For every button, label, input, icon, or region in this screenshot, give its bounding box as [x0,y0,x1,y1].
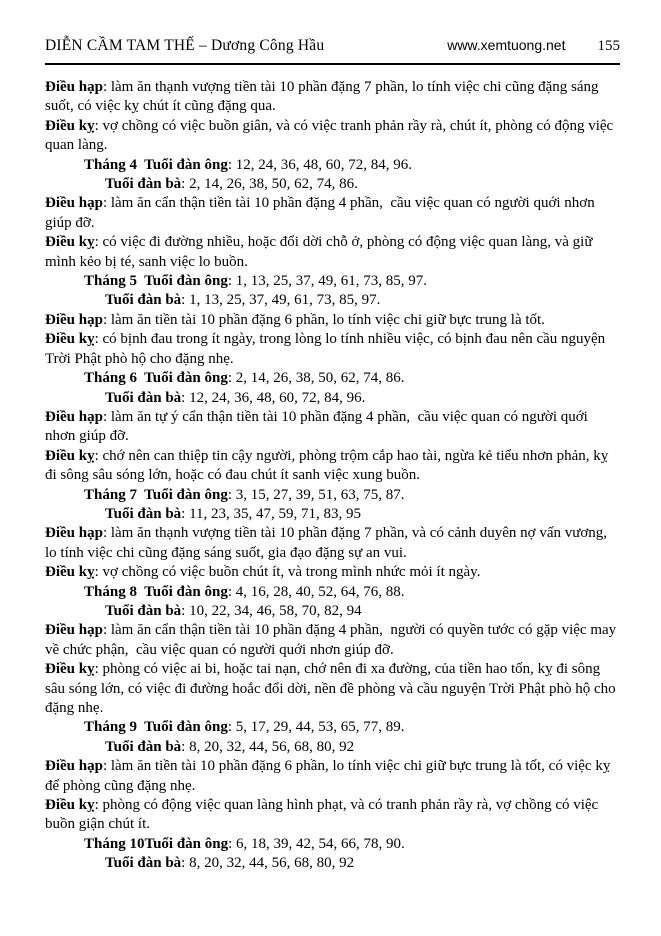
dieu-ky-paragraph [45,330,620,369]
tuoi-dan-ba-label: Tuổi đàn bà [105,176,182,193]
month-men-label: Tháng 10Tuổi đàn ông [84,835,229,852]
dieu-ky-label: Điều kỵ [45,234,95,251]
tuoi-dan-ba-label: Tuổi đàn bà [105,855,182,872]
book-title: DIỄN CẦM TAM THẾ – Dương Công Hầu [45,37,325,54]
line-text: : chớ nên can thiệp tin cậy người, phòng trộm cắp hao tài, ngừa kẻ tiểu nhơn phản, kỵ đi sông sâu sóng lớn, hoặc có đau chút ít sanh việc xung buồn. [45,447,613,484]
dieu-hap-label: Điều hạp [45,311,103,328]
women-ages-line [45,602,620,621]
line-text: : 12, 24, 36, 48, 60, 72, 84, 96. [227,156,413,173]
line-text: : vợ chồng có việc buồn giân, và có việc tranh phản rầy rà, chút ít, phòng có động việc quan làng. [45,117,617,154]
dieu-hap-paragraph [45,78,620,117]
line-text: : 10, 22, 34, 46, 58, 70, 82, 94 [181,602,362,619]
women-ages-line [45,175,620,194]
dieu-ky-paragraph [45,233,620,272]
month-men-label: Tháng 5 Tuổi đàn ông [84,273,228,290]
tuoi-dan-ba-label: Tuổi đàn bà [105,292,182,309]
dieu-ky-label: Điều kỵ [45,661,95,678]
dieu-hap-label: Điều hạp [45,622,103,639]
month-men-ages-line [45,272,620,291]
month-men-label: Tháng 9 Tuổi đàn ông [84,719,228,736]
month-men-ages-line [45,156,620,175]
line-text: : 6, 18, 39, 42, 54, 66, 78, 90. [228,835,405,852]
month-men-label: Tháng 4 Tuổi đàn ông [84,156,228,173]
women-ages-line [45,505,620,524]
line-text: : 8, 20, 32, 44, 56, 68, 80, 92 [181,855,355,872]
month-men-ages-line [45,718,620,737]
dieu-hap-paragraph [45,408,620,447]
month-men-ages-line [45,583,620,602]
tuoi-dan-ba-label: Tuổi đàn bà [105,738,182,755]
page-header [45,37,620,55]
line-text: : 2, 14, 26, 38, 50, 62, 74, 86. [227,370,405,387]
page-number: 155 [597,38,620,54]
dieu-hap-label: Điều hạp [45,525,103,542]
dieu-ky-paragraph [45,563,620,582]
line-text: : 5, 17, 29, 44, 53, 65, 77, 89. [227,719,405,736]
month-men-label: Tháng 8 Tuổi đàn ông [84,583,228,600]
women-ages-line [45,291,620,310]
dieu-hap-paragraph [45,311,620,330]
line-text: : có việc đi đường nhiều, hoặc đổi dời chỗ ở, phòng có động việc quan làng, và giữ mình kẻo bị té, sanh việc lo buồn. [45,234,597,270]
dieu-ky-label: Điều kỵ [45,797,95,814]
header-right-group [447,37,620,55]
line-text: : vợ chồng có việc buồn chút ít, và trong mình nhức mỏi ít ngày. [94,564,481,581]
month-men-ages-line [45,486,620,505]
dieu-ky-label: Điều kỵ [45,117,95,134]
dieu-hap-paragraph [45,757,620,796]
women-ages-line [45,854,620,873]
tuoi-dan-ba-label: Tuổi đàn bà [105,389,182,406]
line-text: : 11, 23, 35, 47, 59, 71, 83, 95 [181,505,362,522]
line-text: : làm ăn cẩn thận tiền tài 10 phần đặng 4 phần, người có quyền tước có gặp việc may về chức phận, cầu việc quan có người quới nhơn giúp đỡ. [45,622,620,658]
header-rule [45,63,620,65]
dieu-hap-label: Điều hạp [45,195,103,212]
month-men-label: Tháng 7 Tuổi đàn ông [84,486,228,503]
month-men-ages-line [45,369,620,388]
dieu-hap-label: Điều hạp [45,408,103,425]
line-text: : 4, 16, 28, 40, 52, 64, 76, 88. [227,583,405,600]
page-content [45,78,620,874]
line-text: : có bịnh đau trong ít ngày, trong lòng lo tính nhiều việc, có bịnh đau nên cầu nguyện Trời Phật phò hộ cho đặng nhẹ. [45,331,609,367]
month-men-label: Tháng 6 Tuổi đàn ông [84,370,228,387]
line-text: : 2, 14, 26, 38, 50, 62, 74, 86. [181,176,358,193]
dieu-hap-paragraph [45,194,620,233]
tuoi-dan-ba-label: Tuổi đàn bà [105,505,182,522]
dieu-ky-paragraph [45,117,620,156]
dieu-ky-label: Điều kỵ [45,331,95,348]
line-text: : làm ăn tiền tài 10 phần đặng 6 phần, lo tính việc chi giữ bực trung là tốt. [102,311,545,328]
women-ages-line [45,389,620,408]
website-url: www.xemtuong.net [447,37,566,53]
line-text: : làm ăn thạnh vượng tiền tài 10 phần đặng 7 phần, lo tính việc chi cũng đặng sáng suốt, có việc kỵ chút ít cũng đặng qua. [45,79,603,115]
dieu-hap-label: Điều hạp [45,758,103,775]
line-text: : làm ăn tiền tài 10 phần đặng 6 phần, lo tính việc chi giữ bực trung là tốt, có việc kỵ để phòng cũng đặng nhẹ. [45,758,615,794]
line-text: : 1, 13, 25, 37, 49, 61, 73, 85, 97. [227,273,428,290]
dieu-hap-label: Điều hạp [45,79,103,95]
dieu-ky-label: Điều kỵ [45,447,95,464]
dieu-hap-paragraph [45,524,620,563]
line-text: : 1, 13, 25, 37, 49, 61, 73, 85, 97. [181,292,381,309]
line-text: : phòng có việc ai bi, hoặc tai nạn, chớ nên đi xa đường, của tiền hao tốn, kỵ đi sông sâu sóng lớn, có việc đi đường hoắc đổi dời, nền đề phòng và cầu nguyện Trời Phật phò hộ cho đặng nhẹ. [45,661,620,716]
line-text: : làm ăn cẩn thận tiền tài 10 phần đặng 4 phần, cầu việc quan có người quới nhơn giúp đỡ. [45,195,599,231]
dieu-hap-paragraph [45,621,620,660]
line-text: : làm ăn tự ý cẩn thận tiền tài 10 phần đặng 4 phần, cầu việc quan có người quới nhơn giúp đỡ. [45,408,592,445]
women-ages-line [45,738,620,757]
line-text: : 8, 20, 32, 44, 56, 68, 80, 92 [181,738,355,755]
dieu-ky-paragraph [45,796,620,835]
month-men-ages-line [45,835,620,854]
line-text: : làm ăn thạnh vượng tiền tài 10 phần đặng 7 phần, và có cảnh duyên nợ vấn vương, lo tính việc chi cũng đặng sáng suốt, gia đạo đặng sự an vui. [45,525,611,561]
line-text: : phòng có động việc quan làng hình phạt, và có tranh phản rầy rà, vợ chồng có việc buồn giận chút ít. [45,797,602,833]
dieu-ky-paragraph [45,660,620,718]
line-text: : 3, 15, 27, 39, 51, 63, 75, 87. [227,486,405,503]
line-text: : 12, 24, 36, 48, 60, 72, 84, 96. [181,389,366,406]
dieu-ky-paragraph [45,447,620,486]
tuoi-dan-ba-label: Tuổi đàn bà [105,602,182,619]
dieu-ky-label: Điều kỵ [45,564,95,581]
